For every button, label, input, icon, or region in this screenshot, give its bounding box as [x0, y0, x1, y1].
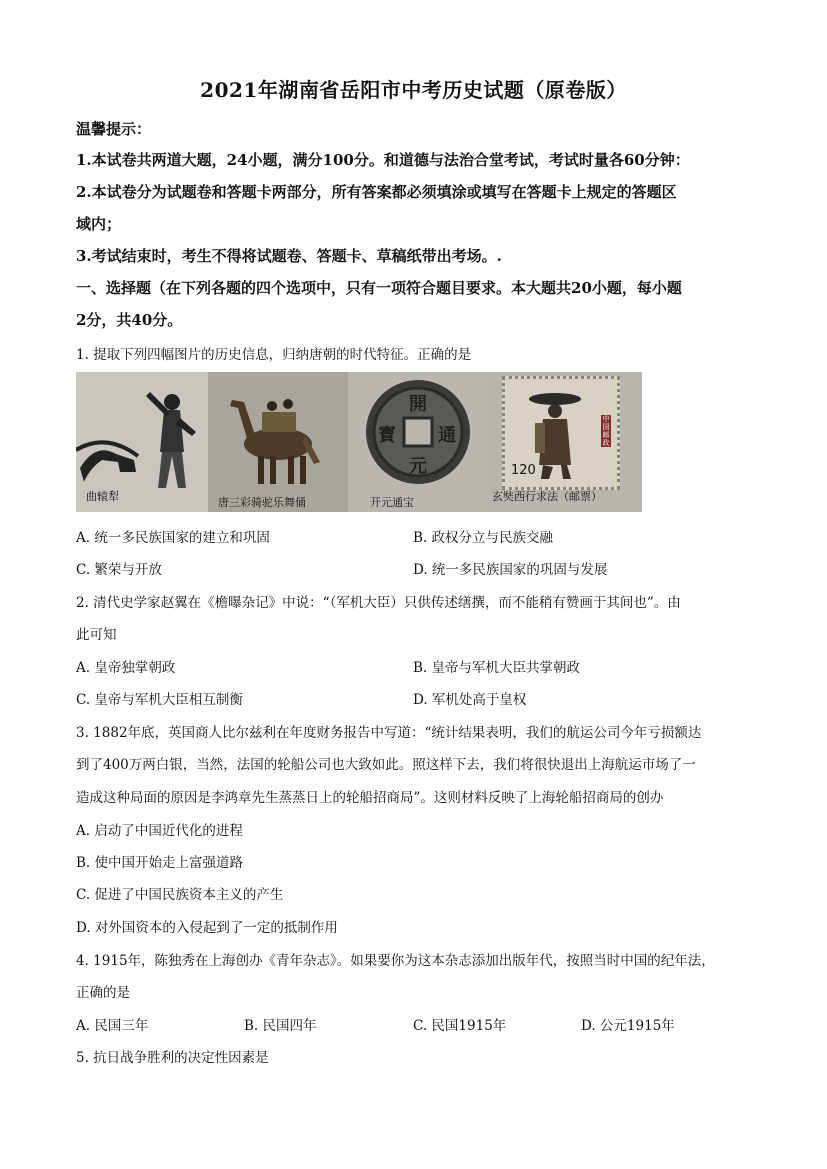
- tip-line-3: 3.考试结束时，考生不得将试题卷、答题卡、草稿纸带出考场。.: [76, 247, 502, 265]
- coin-char-right: 通: [438, 425, 456, 446]
- question-4-stem-line-2: 正确的是: [76, 985, 130, 1001]
- coin-char-bottom: 元: [409, 456, 427, 477]
- q2-option-d[interactable]: D. 军机处高于皇权: [413, 692, 527, 708]
- question-2-stem-line-2: 此可知: [76, 627, 117, 643]
- caption-stamp: 玄奘西行求法（邮票）: [492, 490, 602, 503]
- caption-camel-figurine: 唐三彩骑驼乐舞俑: [218, 496, 306, 509]
- question-1-image-strip: [76, 372, 642, 512]
- stamp-country-label: 中国邮政: [602, 415, 610, 447]
- q3-option-d[interactable]: D. 对外国资本的入侵起到了一定的抵制作用: [76, 920, 338, 936]
- q1-option-b[interactable]: B. 政权分立与民族交融: [413, 530, 554, 546]
- q4-option-a[interactable]: A. 民国三年: [76, 1018, 149, 1034]
- q3-option-c[interactable]: C. 促进了中国民族资本主义的产生: [76, 887, 284, 903]
- stamp-frame: [502, 376, 620, 490]
- q4-option-d[interactable]: D. 公元1915年: [581, 1018, 675, 1034]
- q3-option-b[interactable]: B. 使中国开始走上富强道路: [76, 855, 244, 871]
- caption-plough: 曲辕犁: [86, 490, 119, 503]
- question-4-stem-line-1: 4. 1915年，陈独秀在上海创办《青年杂志》。如果要你为这本杂志添加出版年代，按照当时中国的纪年法，: [76, 953, 715, 969]
- q1-option-c[interactable]: C. 繁荣与开放: [76, 562, 162, 578]
- q2-option-a[interactable]: A. 皇帝独掌朝政: [76, 660, 176, 676]
- section-heading-line-2: 2分，共40分。: [76, 311, 183, 329]
- q1-option-d[interactable]: D. 统一多民族国家的巩固与发展: [413, 562, 608, 578]
- caption-coin: 开元通宝: [370, 496, 414, 509]
- tips-heading: 温馨提示：: [76, 120, 152, 138]
- camel-figurine-picture: [208, 372, 348, 512]
- tip-line-2b: 域内；: [76, 215, 122, 233]
- q2-option-c[interactable]: C. 皇帝与军机大臣相互制衡: [76, 692, 243, 708]
- question-5-stem: 5. 抗日战争胜利的决定性因素是: [76, 1050, 269, 1066]
- q4-option-b[interactable]: B. 民国四年: [244, 1018, 317, 1034]
- question-1-stem: 1. 提取下列四幅图片的历史信息，归纳唐朝的时代特征。正确的是: [76, 347, 472, 363]
- tip-line-2a: 2.本试卷分为试题卷和答题卡两部分，所有答案都必须填涂或填写在答题卡上规定的答题区: [76, 183, 677, 201]
- q2-option-b[interactable]: B. 皇帝与军机大臣共掌朝政: [413, 660, 581, 676]
- tip-line-1: 1.本试卷共两道大题，24小题，满分100分。和道德与法治合堂考试，考试时量各60分钟：: [76, 151, 690, 169]
- q4-option-c[interactable]: C. 民国1915年: [413, 1018, 507, 1034]
- stamp-face-value: 120: [511, 463, 536, 478]
- page-title: 2021年湖南省岳阳市中考历史试题（原卷版）: [200, 78, 627, 102]
- section-heading-line-1: 一、选择题（在下列各题的四个选项中，只有一项符合题目要求。本大题共20小题，每小题: [76, 279, 682, 297]
- plough-picture: [76, 372, 208, 512]
- question-2-stem-line-1: 2. 清代史学家赵翼在《檐曝杂记》中说：“（军机大臣）只供传述缮撰，而不能稍有赞画于其间也”。由: [76, 595, 681, 611]
- question-3-stem-line-2: 到了400万两白银，当然，法国的轮船公司也大致如此。照这样下去，我们将很快退出上海航运市场了一: [76, 757, 696, 773]
- stamp-picture: [488, 372, 642, 512]
- coin-char-left: 寳: [378, 425, 396, 446]
- question-3-stem-line-1: 3. 1882年底，英国商人比尔兹利在年度财务报告中写道：“统计结果表明，我们的航运公司今年亏损额达: [76, 725, 702, 741]
- question-3-stem-line-3: 造成这种局面的原因是李鸿章先生蒸蒸日上的轮船招商局”。这则材料反映了上海轮船招商局的创办: [76, 790, 664, 806]
- q1-option-a[interactable]: A. 统一多民族国家的建立和巩固: [76, 530, 270, 546]
- coin-picture: [348, 372, 488, 512]
- coin-char-top: 開: [409, 394, 427, 415]
- q3-option-a[interactable]: A. 启动了中国近代化的进程: [76, 823, 243, 839]
